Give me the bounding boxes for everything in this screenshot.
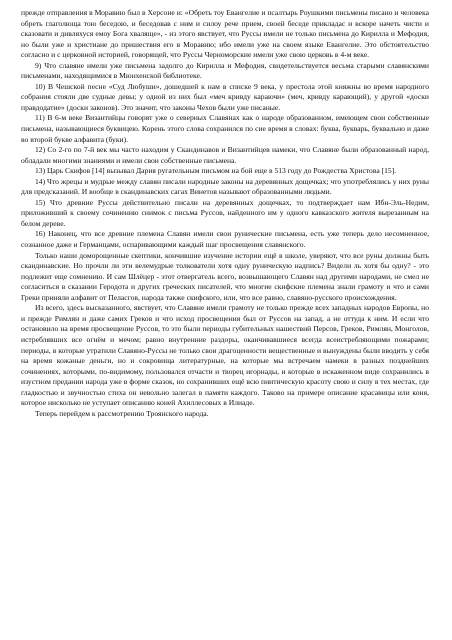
paragraph-9: 16) Наконец, что все древние племена Славян имели свои рунические письмена, есть уже теперь дело несомненное, сознанное даже и Германцами, оспаривающими каждый шаг просвещения славянского.	[21, 229, 429, 250]
paragraph-2: 9) Что славяне имели уже письмена задолго до Кирилла и Мефодия, свидетельствуется весьма старыми славянскими письменами, находящимися в Мюнхенской библиотеке.	[21, 60, 429, 81]
paragraph-7: 14) Что жрецы и мудрые между славян писали народные законы на деревянных дощечках; что употреблялись у них руны для предсказаний. И вообще в скандинавских сагах Винетов называют образованными людьми.	[21, 176, 429, 197]
paragraph-11: Из всего, здесь высказанного, явствует, что Славяне имели грамоту не только прежде всех западных народов Европы, но и прежде Римлян и даже самих Греков и что исход просвещения был от Руссов на запад, а не оттуда к ним. И если что остановило на время просвещение Руссов, то это были периоды губительных нашествий Персов, Греков, Римлян, Монголов, истреблявших все огнём и мечом; равно внутренние раздоры, оканчивавшиеся всегда всеистребляющими пожарами; периоды, в которые утратили Славяно-Руссы не только свои драгоценности вещественные и вынуждены были вводить у себя на время кожаные деньги, но и сокровища литературные, на которые мы встречаем намеки в разных позднейших сочинениях, которыми, по-видимому, пользовался отчасти и творец игорнады, и которые в искаженном виде сохранились в изустном предании народа уже в форме сказок, но сохранивших ещё всю пиитическую красоту свою и силу в тех местах, где гладкостью и звучностью стиха он невольно залегал в памяти каждого. Таково на примере описание красавицы или коня, которое нисколько не уступает описанию коней Ахиллесовых в Илиаде.	[21, 303, 429, 408]
paragraph-12: Теперь перейдем к рассмотрению Троянского народа.	[35, 408, 209, 418]
paragraph-8: 15) Что древние Руссы действительно писали на деревянных дощечках, то подтверждает нам Ибн-Эль-Недим, приложивший к своему сочинению снимок с письма Руссов, найденного им у одного кавказского жителя вырезанным на белом дереве.	[21, 197, 429, 228]
document-page	[21, 8, 429, 419]
paragraph-4: 11) В 6-м веке Византийцы говорят уже о северных Славянах как о народе образованном, имеющем свои собственные письмена, называющиеся буквицею. Корень этого слова сохранился по сие время в словах: буква, букварь, буквально и даже во второй букве алфавита (буки).	[21, 113, 429, 144]
paragraph-3: 10) В Чешской песне «Суд Любуши», дошедшей к нам в списке 9 века, у престола этой княжны во время народного собрания стояли две судные девы; у одной из них был «меч кривду караючи» (меч, кривду карающий), у другой «доски правдодатие» (доски законов). Это значит, что законы Чехов были уже писаные.	[21, 81, 429, 112]
paragraph-10: Только наши доморощенные скептики, кончившие изучение истории ещё в школе, уверяют, что все руны должны быть скандинавские. Но прочли ли эти велемудрые толкователи хотя одну руническую надпись? Видели ль хотя бы одну? - это подлежит еще сомнению. И сам Шлёцер - этот отвергатель всего, возвышающего Славян над другими народами, не смел не согласиться в сказании Геродота и других греческих писателей, что многие скифские племена знали грамоту и что и сами Греки приняли алфавит от Пеласгов, народа также скифского, или, что все равно, славяно-русского происхождения.	[21, 250, 429, 302]
paragraph-6: 13) Царь Скифов [14] вызывал Дария ругательным письмом на бой еще в 513 году до Рождества Христова [15].	[35, 166, 397, 176]
paragraph-5: 12) Со 2-го по 7-й век мы часто находим у Скандинавов и Византийцев намеки, что Славяне были образованный народ, обладали многими знаниями и имели свои собственные письмена.	[21, 145, 429, 165]
paragraph-1: прежде отправления в Моравию был в Херсоне и: «Обреть тоу Евангелие и псалтырь Роушкими письмены писано и человека обреть глаголюща тою беседою, и беседовав с ним и силоу рече прием, своей беседе прикладас и вскоре начеть чисти и сказовати и дивляхуся емоу Бога хваляще», - из этого явствует, что Руссы имели не только письмена до Кирилла и Мефодия, но были уже и христиане до пришествия его в Моравию; ибо имели уже на своем языке Евангелие. Это обстоятельство согласно и с церковной историей, говорящей, что Руссы Черноморские имели уже свою церковь в 4-м веке.	[21, 8, 429, 60]
